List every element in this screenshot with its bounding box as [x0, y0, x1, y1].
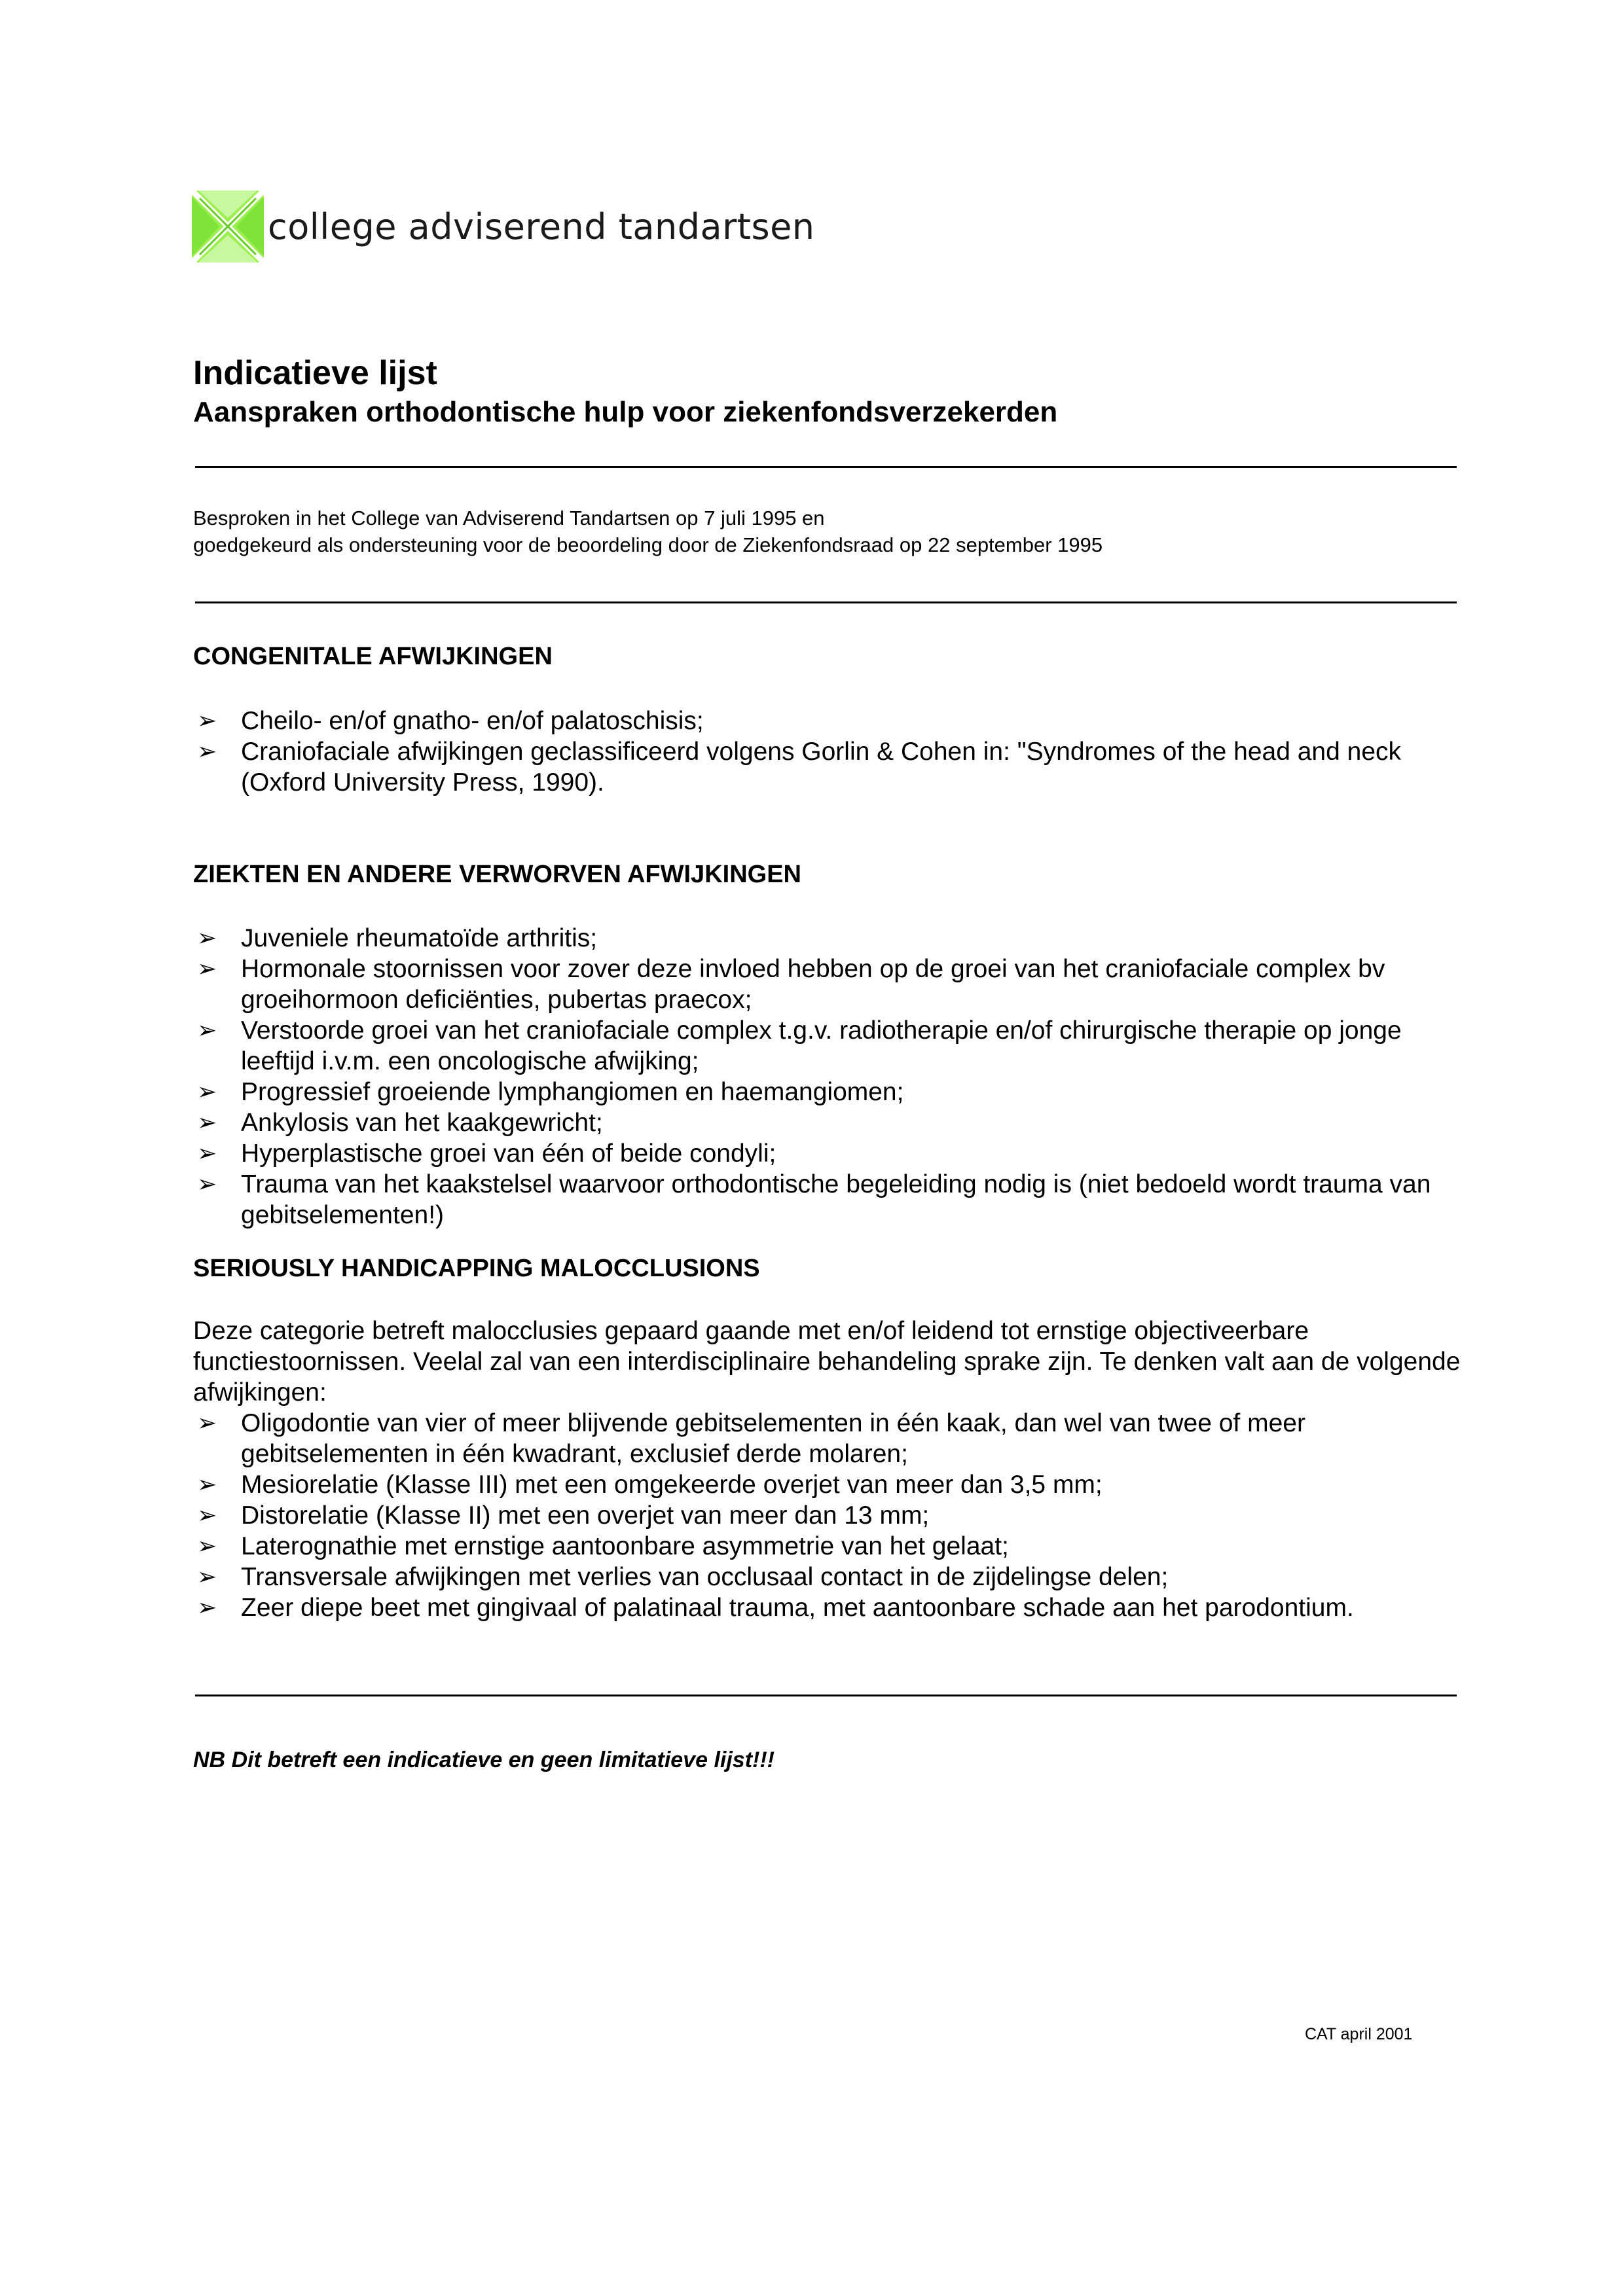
- list-item: ➢ Progressief groeiende lymphangiomen en haemangiomen;: [197, 1078, 904, 1106]
- page-title: Indicatieve lijst: [193, 354, 437, 392]
- list-item: ➢ Zeer diepe beet met gingivaal of palatinaal trauma, met aantoonbare schade aan het parodontium.: [197, 1594, 1354, 1622]
- heading-acquired: ZIEKTEN EN ANDERE VERWORVEN AFWIJKINGEN: [193, 861, 801, 888]
- arrowhead-bullet-icon: ➢: [197, 956, 217, 982]
- list-item: ➢ Hyperplastische groei van één of beide condyli;: [197, 1139, 776, 1168]
- arrowhead-bullet-icon: ➢: [197, 1471, 217, 1498]
- logo-text: college adviserend tandartsen: [268, 206, 815, 247]
- arrowhead-bullet-icon: ➢: [197, 1502, 217, 1529]
- arrowhead-bullet-icon: ➢: [197, 1140, 217, 1167]
- list-item: ➢ Transversale afwijkingen met verlies van occlusaal contact in de zijdelingse delen;: [197, 1563, 1169, 1591]
- divider-bottom: [195, 1695, 1457, 1696]
- arrowhead-bullet-icon: ➢: [197, 1017, 217, 1044]
- list-item: ➢ Craniofaciale afwijkingen geclassificeerd volgens Gorlin & Cohen in: "Syndromes of the head and neck (Oxford University Press, 1990).: [197, 738, 1402, 797]
- list-item: ➢ Hormonale stoornissen voor zover deze invloed hebben op de groei van het craniofaciale complex bv groeihormoon deficiënties, pubertas praecox;: [197, 955, 1385, 1014]
- list-item: ➢ Mesiorelatie (Klasse III) met een omgekeerde overjet van meer dan 3,5 mm;: [197, 1471, 1103, 1499]
- arrowhead-bullet-icon: ➢: [197, 1171, 217, 1198]
- list-item: ➢ Distorelatie (Klasse II) met een overjet van meer dan 13 mm;: [197, 1501, 930, 1530]
- list-item: ➢ Laterognathie met ernstige aantoonbare asymmetrie van het gelaat;: [197, 1532, 1009, 1560]
- disclaimer-note: NB Dit betreft een indicatieve en geen limitatieve lijst!!!: [193, 1748, 775, 1772]
- footer-date: CAT april 2001: [1305, 2025, 1413, 2043]
- arrowhead-bullet-icon: ➢: [197, 738, 217, 765]
- list-item: ➢ Cheilo- en/of gnatho- en/of palatoschisis;: [197, 707, 704, 735]
- arrowhead-bullet-icon: ➢: [197, 1533, 217, 1560]
- list-item: ➢ Verstoorde groei van het craniofaciale complex t.g.v. radiotherapie en/of chirurgische therapie op jonge leeftijd i.v.m. een oncologische afwijking;: [197, 1016, 1402, 1075]
- arrowhead-bullet-icon: ➢: [197, 708, 217, 734]
- list-malocclusions: [193, 1408, 1470, 1623]
- list-acquired: [193, 923, 1470, 1230]
- intro-line-2: goedgekeurd als ondersteuning voor de beoordeling door de Ziekenfondsraad op 22 september 1995: [193, 533, 1103, 556]
- divider-top: [195, 466, 1457, 468]
- malocclusions-paragraph: Deze categorie betreft malocclusies gepaard gaande met en/of leidend tot ernstige objectiveerbare functiestoornissen. Veelal zal van een interdisciplinaire behandeling sprake zijn. Te denken valt aan de volgende afwijkingen:: [193, 1317, 1461, 1407]
- page-subtitle: Aanspraken orthodontische hulp voor ziekenfondsverzekerden: [193, 396, 1058, 428]
- heading-congenital: CONGENITALE AFWIJKINGEN: [193, 643, 553, 670]
- arrowhead-bullet-icon: ➢: [197, 1079, 217, 1105]
- list-item: ➢ Oligodontie van vier of meer blijvende gebitselementen in één kaak, dan wel van twee of meer gebitselementen in één kwadrant, exclusief derde molaren;: [197, 1409, 1305, 1468]
- arrowhead-bullet-icon: ➢: [197, 1109, 217, 1136]
- list-item: ➢ Trauma van het kaakstelsel waarvoor orthodontische begeleiding nodig is (niet bedoeld wordt trauma van gebitselementen!): [197, 1170, 1431, 1229]
- heading-malocclusions: SERIOUSLY HANDICAPPING MALOCCLUSIONS: [193, 1255, 760, 1282]
- organization-logo: [192, 190, 815, 263]
- arrowhead-bullet-icon: ➢: [197, 1594, 217, 1621]
- list-item: ➢ Ankylosis van het kaakgewricht;: [197, 1109, 603, 1137]
- arrowhead-bullet-icon: ➢: [197, 925, 217, 952]
- arrowhead-bullet-icon: ➢: [197, 1564, 217, 1590]
- cat-logo-mark-icon: [192, 190, 264, 262]
- intro-line-1: Besproken in het College van Adviserend Tandartsen op 7 juli 1995 en: [193, 507, 825, 529]
- list-item: ➢ Juveniele rheumatoïde arthritis;: [197, 924, 598, 952]
- intro-text: [193, 505, 1103, 558]
- divider-intro: [195, 601, 1457, 603]
- list-congenital: [193, 706, 1470, 798]
- arrowhead-bullet-icon: ➢: [197, 1410, 217, 1437]
